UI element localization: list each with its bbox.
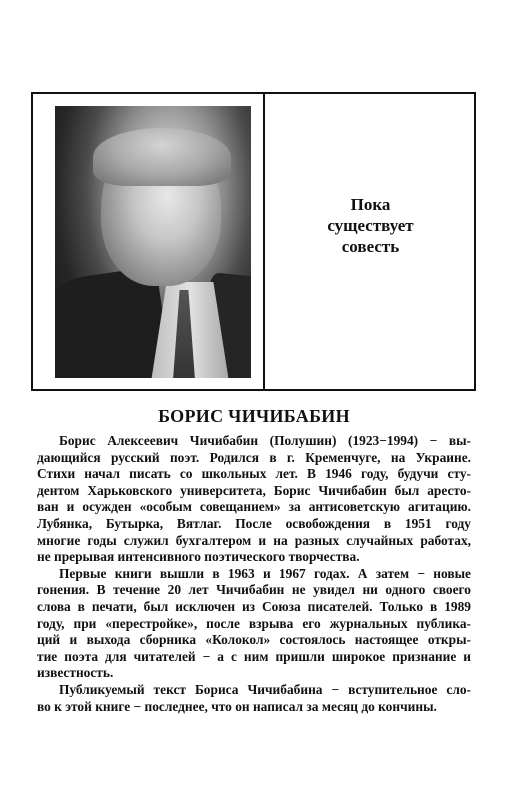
text-line: ван и осужден «особым совещанием» за антисоветскую агитацию. [37,499,471,515]
text-line: Лубянка, Бутырка, Вятлаг. После освобождения в 1951 году [37,515,471,531]
author-heading: БОРИС ЧИЧИБАБИН [158,406,350,426]
book-title [265,194,476,257]
portrait-hair [93,128,231,186]
text-line: слова в печати, был исключен из Союза писателей. Только в 1989 [37,598,471,614]
text-line: Первые книги вышли в 1963 и 1967 годах. А затем − новые [59,565,471,581]
text-line: во к этой книге − последнее, что он написал за месяц до кончины. [37,698,437,714]
title-frame [31,92,476,391]
book-title-line: совесть [341,237,400,256]
text-line: многие годы служил бухгалтером и на разных случайных работах, [37,532,471,548]
text-line: гонения. В течение 20 лет Чичибабин не увидел ни одного своего [37,582,471,598]
book-title-line: существует [327,216,414,235]
text-line: известность. [37,665,114,681]
author-portrait-photo [55,106,251,378]
text-line: дающийся русский поэт. Родился в г. Кременчуге, на Украине. [37,449,471,465]
text-line: дентом Харьковского университета, Борис Чичибабин был аресто- [37,482,471,498]
text-line: ций и выхода сборника «Колокол» состоялось настоящее откры- [37,632,471,648]
book-title-line: Пока [350,195,391,214]
text-line: Публикуемый текст Бориса Чичибабина − вступительное сло- [59,681,471,697]
text-line: Стихи начал писать со школьных лет. В 1946 году, будучи сту- [37,466,471,482]
text-line: не прерывая интенсивного поэтического творчества. [37,549,360,565]
text-line: тие поэта для читателей − а с ним пришли широкое признание и [37,648,471,664]
text-line: Борис Алексеевич Чичибабин (Полушин) (1923−1994) − вы- [59,433,471,448]
biography-text [37,433,471,715]
text-line: году, при «перестройке», после взрыва его журнальных публика- [37,615,471,631]
